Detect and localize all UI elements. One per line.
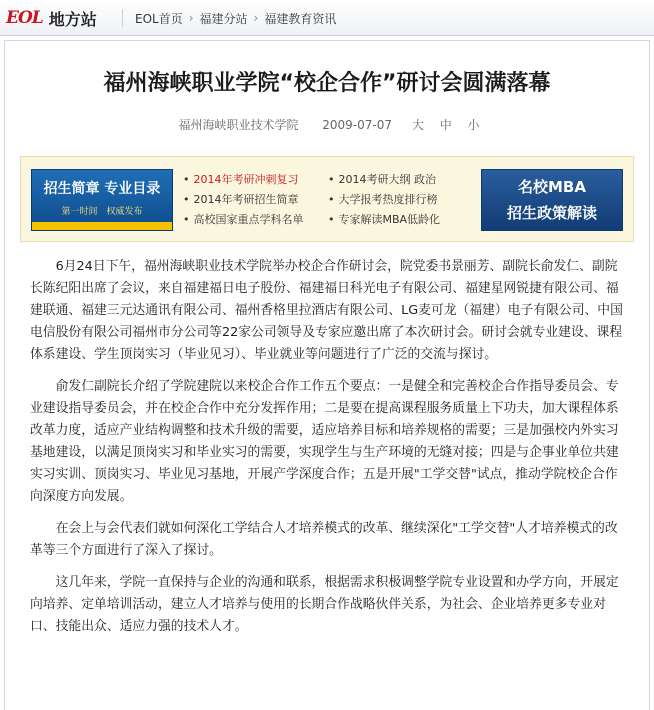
breadcrumb-fujian[interactable]: 福建分站 xyxy=(199,11,248,26)
bullet-icon: • xyxy=(183,173,190,186)
eol-logo-mark: EOL xyxy=(6,8,43,28)
article-body xyxy=(30,256,630,648)
article-source: 福州海峡职业技术学院 xyxy=(178,118,299,132)
ad-link-row xyxy=(183,169,473,189)
bullet-icon: • xyxy=(183,193,190,206)
breadcrumb-news[interactable]: 福建教育资讯 xyxy=(264,11,337,26)
mba-banner-subtitle: 招生政策解读 xyxy=(506,204,597,222)
ad-link[interactable] xyxy=(183,171,328,187)
site-name: 地方站 xyxy=(48,9,97,29)
breadcrumb-home[interactable]: EOL首页 xyxy=(135,11,183,26)
site-logo[interactable] xyxy=(6,6,97,30)
ad-link[interactable] xyxy=(328,211,473,227)
chevron-right-icon: › xyxy=(253,11,259,25)
bullet-icon: • xyxy=(328,173,335,186)
font-size-small[interactable]: 小 xyxy=(467,118,480,132)
page-title: 福州海峡职业学院“校企合作”研讨会圆满落幕 xyxy=(103,71,551,96)
article-meta xyxy=(0,116,654,133)
ad-link-label: 高校国家重点学科名单 xyxy=(193,213,304,226)
ad-link-list xyxy=(183,169,473,229)
ad-link-label: 大学报考热度排行榜 xyxy=(338,193,438,206)
top-bar xyxy=(0,0,654,36)
article-paragraph: 6月24日下午，福州海峡职业技术学院举办校企合作研讨会，院党委书景丽芳、副院长俞发仁、副院长陈纪阳出席了会议，来自福建福日电子股份、福建福日科光电子有限公司、福建星网锐捷有限公司、福建联通、福建三元达通讯有限公司、福州香格里拉酒店有限公司、LG麦可龙（福建）电子有限公司、中国电信股份有限公司福州市分公司等22家公司领导及专家应邀出席了本次研讨会。研讨会就专业建设、课程体系建设、学生顶岗实习（毕业见习）、毕业就业等问题进行了广泛的交流与探讨。 xyxy=(30,259,623,362)
banner-stripe xyxy=(32,222,172,230)
bullet-icon: • xyxy=(328,193,335,206)
ad-link-label: 2014年考研招生简章 xyxy=(193,193,299,206)
ad-link[interactable] xyxy=(328,171,473,187)
article-paragraph: 在会上与会代表们就如何深化工学结合人才培养模式的改革、继续深化"工学交替"人才培养模式的改革等三个方面进行了深入了探讨。 xyxy=(30,521,618,558)
ad-link-label: 2014年考研冲刺复习 xyxy=(193,173,299,186)
ad-link-row xyxy=(183,189,473,209)
ad-link-row xyxy=(183,209,473,229)
mba-banner[interactable] xyxy=(481,169,623,231)
admissions-banner-title: 招生简章 专业目录 xyxy=(43,181,161,197)
ad-link-label: 2014考研大纲 政治 xyxy=(338,173,436,186)
article-date: 2009-07-07 xyxy=(322,118,393,132)
ad-link[interactable] xyxy=(183,191,328,207)
ad-box xyxy=(20,156,634,242)
ad-link[interactable] xyxy=(183,211,328,227)
article-paragraph: 这几年来，学院一直保持与企业的沟通和联系，根据需求积极调整学院专业设置和办学方向，开展定向培养、定单培训活动，建立人才培养与使用的长期合作战略伙伴关系，为社会、企业培养更多专业对口、技能出众、适应力强的技术人才。 xyxy=(30,575,619,634)
font-size-medium[interactable]: 中 xyxy=(439,118,452,132)
ad-link[interactable] xyxy=(328,191,473,207)
admissions-banner-subtitle: 第一时间 权威发布 xyxy=(61,207,143,217)
bullet-icon: • xyxy=(183,213,190,226)
breadcrumb-divider xyxy=(122,9,123,27)
bullet-icon: • xyxy=(328,213,335,226)
chevron-right-icon: › xyxy=(188,11,194,25)
admissions-banner[interactable] xyxy=(31,169,173,231)
breadcrumb xyxy=(122,0,336,36)
mba-banner-title: 名校MBA xyxy=(518,178,586,196)
font-size-large[interactable]: 大 xyxy=(411,118,424,132)
ad-link-label: 专家解读MBA低龄化 xyxy=(338,213,441,226)
article-paragraph: 俞发仁副院长介绍了学院建院以来校企合作工作五个要点：一是健全和完善校企合作指导委员会、专业建设指导委员会，并在校企合作中充分发挥作用；二是要在提高课程服务质量上下功夫，加大课程体系改革力度，适应产业结构调整和技术升级的需要，适应培养目标和培养规格的需要；三是加强校内外实习基地建设，以满足顶岗实习和毕业实习的需要，实现学生与生产环境的无缝对接；四是与企事业单位共建实习实训、顶岗实习、毕业见习基地，开展产学深度合作；五是开展"工学交替"试点，推动学院校企合作向深度方向发展。 xyxy=(30,379,619,504)
